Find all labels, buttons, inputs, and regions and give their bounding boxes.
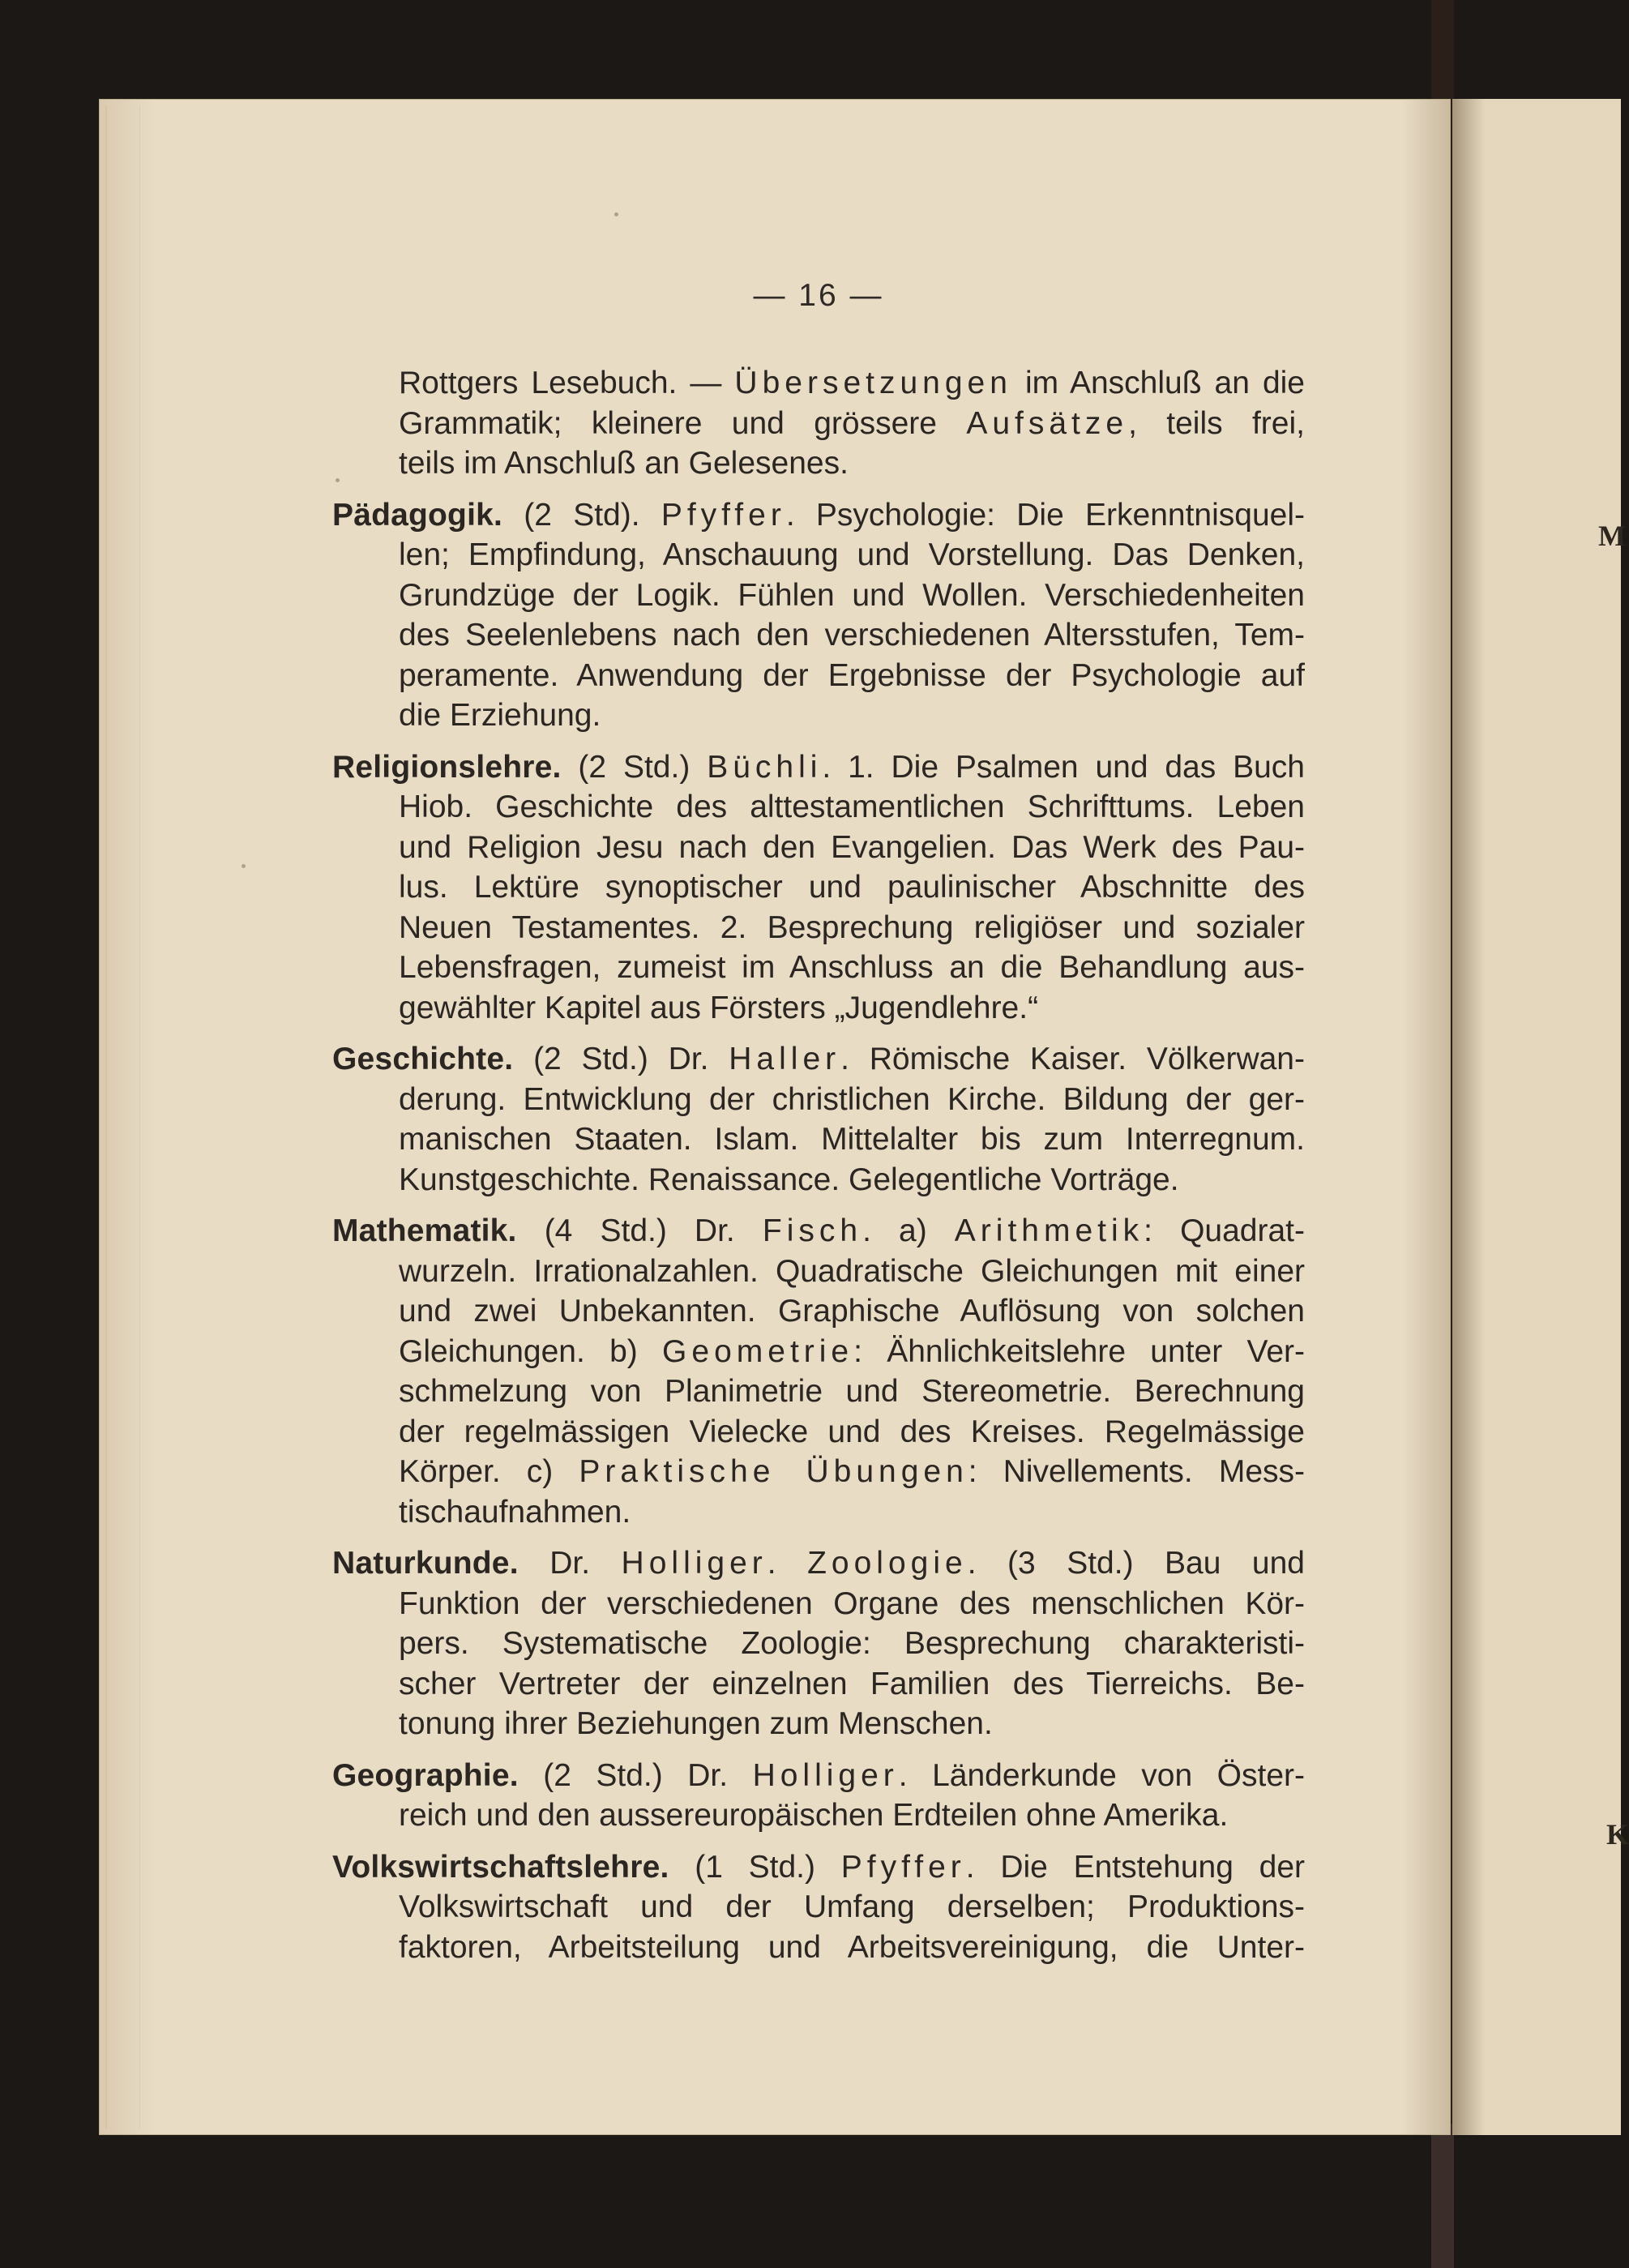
text-run: tonung ihrer Beziehungen zum Menschen. xyxy=(399,1706,993,1741)
text-line xyxy=(332,1664,1305,1705)
paper-speck xyxy=(242,864,246,868)
text-run: (4 Std.) Dr. xyxy=(516,1213,763,1248)
text-run: len; Empfindung, Anschauung und Vorstellung. Das Denken, xyxy=(399,537,1305,572)
text-run: : Quadrat- xyxy=(1144,1213,1305,1248)
text-run: faktoren, Arbeitsteilung und Arbeitsvereinigung, die Unter- xyxy=(399,1929,1305,1965)
section-title: Volkswirtschaftslehre. xyxy=(332,1849,669,1885)
text-run: gewählter Kapitel aus Försters „Jugendlehre.“ xyxy=(399,990,1039,1025)
text-run: (2 Std.) Dr. xyxy=(518,1757,753,1793)
text-line xyxy=(332,1795,1305,1836)
next-page-letter-2: K xyxy=(1606,1818,1629,1851)
right-page-fragment xyxy=(1452,99,1629,2135)
section-heading-line xyxy=(332,747,1305,788)
text-run: Dr. xyxy=(518,1546,622,1581)
text-run: (1 Std.) xyxy=(669,1849,841,1885)
text-line xyxy=(332,656,1305,696)
next-page-letter-1: M xyxy=(1598,520,1626,552)
text-line xyxy=(332,363,1305,404)
text-line xyxy=(332,1624,1305,1664)
section-heading-line xyxy=(332,1039,1305,1080)
spaced-emphasis: Übersetzungen xyxy=(734,366,1012,400)
text-line xyxy=(332,1584,1305,1624)
text-line xyxy=(332,1252,1305,1292)
text-run: Hiob. Geschichte des alttestamentlichen Schrifttums. Leben xyxy=(399,790,1305,824)
text-line xyxy=(332,1412,1305,1453)
text-run: : Nivellements. Mess- xyxy=(968,1454,1305,1489)
text-run: und zwei Unbekannten. Graphische Auflösung von solchen xyxy=(399,1294,1305,1329)
spaced-emphasis: Haller xyxy=(729,1042,841,1076)
text-run: schmelzung von Planimetrie und Stereometrie. Berechnung xyxy=(399,1374,1305,1409)
text-run: . (3 Std.) Bau und xyxy=(967,1546,1305,1581)
text-run: : Ähnlichkeitslehre unter Ver- xyxy=(853,1333,1305,1369)
text-run: Neuen Testamentes. 2. Besprechung religiöser und sozialer xyxy=(399,909,1305,945)
text-line xyxy=(332,443,1305,484)
text-run: reich und den aussereuropäischen Erdteilen ohne Amerika. xyxy=(399,1798,1229,1833)
spaced-emphasis: Zoologie xyxy=(807,1546,968,1581)
text-block xyxy=(332,363,1305,1967)
text-run: manischen Staaten. Islam. Mittelalter bis zum Interregnum. xyxy=(399,1122,1305,1157)
section-heading-line xyxy=(332,1847,1305,1888)
text-line xyxy=(332,988,1305,1029)
text-run: Körper. c) xyxy=(399,1454,579,1489)
text-run: und Religion Jesu nach den Evangelien. Das Werk des Pau- xyxy=(399,829,1305,865)
text-run: wurzeln. Irrationalzahlen. Quadratische Gleichungen mit einer xyxy=(399,1253,1305,1289)
section-title: Naturkunde. xyxy=(332,1546,519,1581)
text-run: Rottgers Lesebuch. — xyxy=(399,366,735,400)
text-line xyxy=(332,1371,1305,1412)
text-line xyxy=(332,1452,1305,1492)
text-run: Kunstgeschichte. Renaissance. Gelegentliche Vorträge. xyxy=(399,1162,1179,1197)
text-line xyxy=(332,576,1305,616)
text-line xyxy=(332,948,1305,988)
spaced-emphasis: Praktische Übungen xyxy=(579,1454,968,1489)
text-line xyxy=(332,404,1305,444)
text-run: Grammatik; kleinere und grössere xyxy=(399,405,967,441)
text-run: (2 Std.) Dr. xyxy=(513,1042,729,1076)
binding-strip-bottom xyxy=(1431,2124,1454,2268)
text-run: scher Vertreter der einzelnen Familien des Tierreichs. Be- xyxy=(399,1666,1305,1701)
text-line xyxy=(332,1928,1305,1968)
text-run: , teils frei, xyxy=(1128,405,1305,441)
text-line xyxy=(332,1291,1305,1332)
text-run: lus. Lektüre synoptischer und paulinischer Abschnitte des xyxy=(399,870,1305,905)
spaced-emphasis: Holliger xyxy=(621,1546,767,1581)
text-line xyxy=(332,908,1305,948)
spaced-emphasis: Aufsätze xyxy=(966,405,1129,441)
text-run: (2 Std.) xyxy=(561,749,708,785)
section-heading-line xyxy=(332,1543,1305,1584)
spaced-emphasis: Fisch xyxy=(762,1213,863,1248)
text-run: tischaufnahmen. xyxy=(399,1494,631,1530)
spaced-emphasis: Arithmetik xyxy=(954,1213,1144,1248)
page-edge-stack xyxy=(105,105,140,2129)
text-run: . a) xyxy=(862,1213,955,1248)
spaced-emphasis: Pfyffer xyxy=(840,1849,966,1885)
text-run: der regelmässigen Vielecke und des Kreises. Regelmässige xyxy=(399,1414,1305,1449)
text-run: . Psychologie: Die Erkenntnisquel- xyxy=(785,497,1305,533)
text-line xyxy=(332,867,1305,908)
section-title: Mathematik. xyxy=(332,1213,517,1248)
text-line xyxy=(332,535,1305,576)
text-run: . xyxy=(767,1546,808,1581)
text-line xyxy=(332,1492,1305,1533)
spaced-emphasis: Holliger xyxy=(752,1757,899,1793)
text-run: (2 Std). xyxy=(502,497,661,533)
text-run: peramente. Anwendung der Ergebnisse der Psychologie auf xyxy=(399,657,1305,693)
text-line xyxy=(332,1887,1305,1928)
section-heading-line xyxy=(332,1211,1305,1252)
text-run: . Länderkunde von Öster- xyxy=(898,1757,1305,1793)
text-run: teils im Anschluß an Gelesenes. xyxy=(399,446,849,481)
text-line xyxy=(332,1704,1305,1744)
section-title: Pädagogik. xyxy=(332,497,503,533)
spaced-emphasis: Pfyffer xyxy=(661,497,786,533)
text-line xyxy=(332,787,1305,828)
text-run: . Römische Kaiser. Völkerwan- xyxy=(840,1042,1305,1076)
text-run: Gleichungen. b) xyxy=(399,1333,663,1369)
text-run: Volkswirtschaft und der Umfang derselben; Produktions- xyxy=(399,1889,1305,1924)
text-line xyxy=(332,1080,1305,1120)
paper-speck xyxy=(614,212,618,216)
text-run: derung. Entwicklung der christlichen Kirche. Bildung der ger- xyxy=(399,1081,1305,1117)
section-title: Geschichte. xyxy=(332,1042,514,1076)
text-run: . Die Entstehung der xyxy=(965,1849,1305,1885)
text-line xyxy=(332,1119,1305,1160)
text-run: Lebensfragen, zumeist im Anschluss an die Behandlung aus- xyxy=(399,950,1305,985)
section-title: Geographie. xyxy=(332,1757,519,1793)
section-heading-line xyxy=(332,495,1305,536)
text-run: des Seelenlebens nach den verschiedenen Altersstufen, Tem- xyxy=(399,618,1305,653)
text-run: die Erziehung. xyxy=(399,698,601,733)
section-heading-line xyxy=(332,1756,1305,1796)
text-run: pers. Systematische Zoologie: Besprechung charakteristi- xyxy=(399,1626,1305,1661)
text-run: Funktion der verschiedenen Organe des menschlichen Kör- xyxy=(399,1585,1305,1621)
text-line xyxy=(332,695,1305,736)
text-run: im Anschluß an die xyxy=(1011,366,1305,400)
text-run: Grundzüge der Logik. Fühlen und Wollen. Verschiedenheiten xyxy=(399,577,1305,613)
section-title: Religionslehre. xyxy=(332,749,562,785)
page-number: — 16 — xyxy=(753,278,884,313)
text-line xyxy=(332,1160,1305,1200)
text-run: . 1. Die Psalmen und das Buch xyxy=(822,749,1305,785)
text-line xyxy=(332,1332,1305,1372)
text-line xyxy=(332,828,1305,868)
spaced-emphasis: Geometrie xyxy=(662,1333,854,1369)
spaced-emphasis: Büchli xyxy=(707,749,823,785)
text-line xyxy=(332,615,1305,656)
